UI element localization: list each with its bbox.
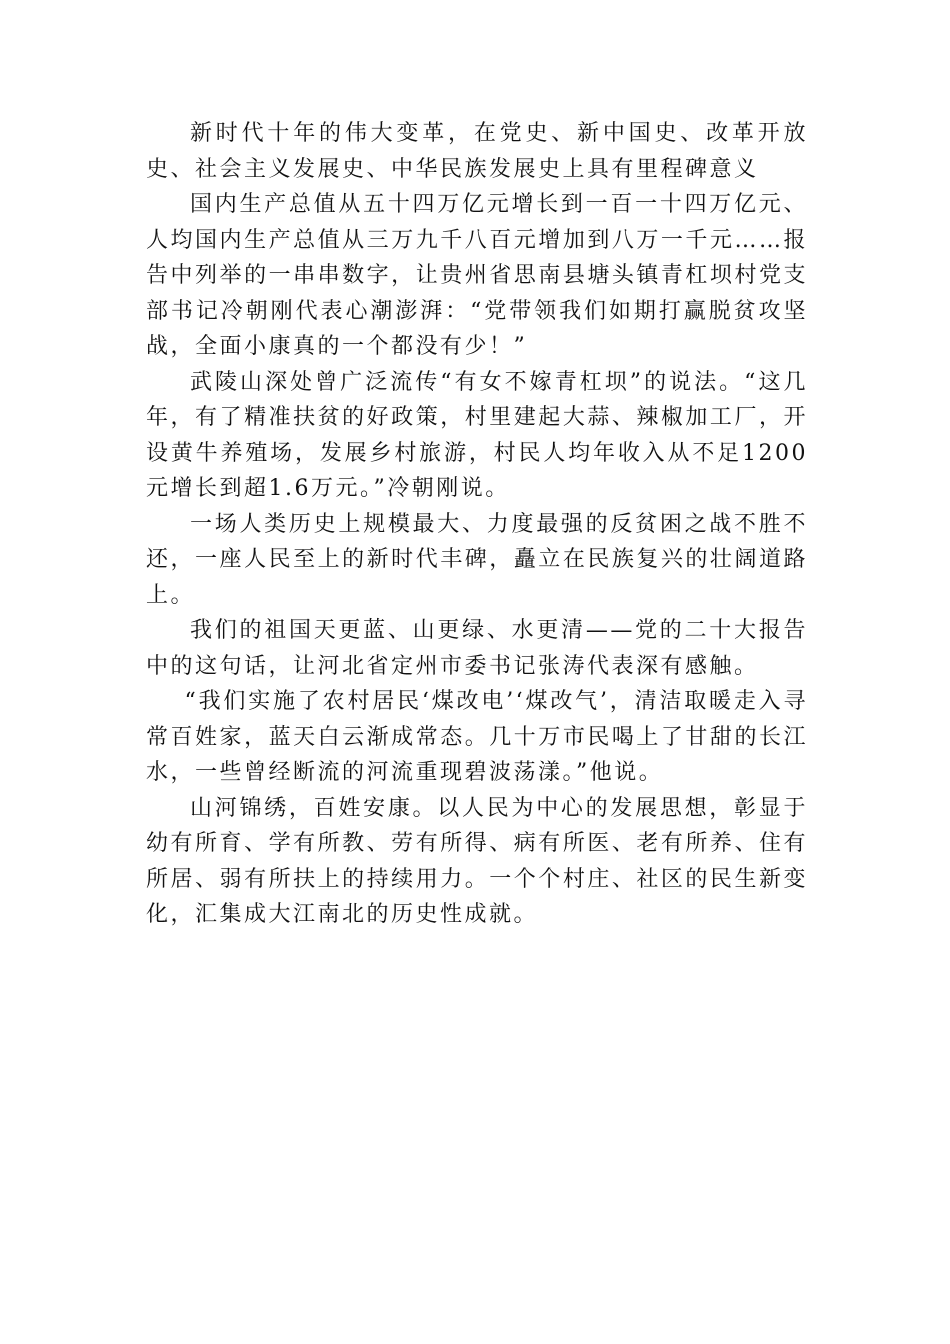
paragraph-5: 我们的祖国天更蓝、山更绿、水更清——党的二十大报告中的这句话，让河北省定州市委书记张涛代表深有感触。 bbox=[146, 618, 808, 679]
document-body bbox=[146, 116, 808, 933]
paragraph-6: “我们实施了农村居民‘煤改电’‘煤改气’，清洁取暖走入寻常百姓家，蓝天白云渐成常态。几十万市民喝上了甘甜的长江水，一些曾经断流的河流重现碧波荡漾。”他说。 bbox=[146, 689, 808, 785]
paragraph-4: 一场人类历史上规模最大、力度最强的反贫困之战不胜不还，一座人民至上的新时代丰碑，矗立在民族复兴的壮阔道路上。 bbox=[146, 511, 808, 608]
paragraph-2: 国内生产总值从五十四万亿元增长到一百一十四万亿元、人均国内生产总值从三万九千八百元增加到八万一千元……报告中列举的一串串数字，让贵州省思南县塘头镇青杠坝村党支部书记冷朝刚代表心潮澎湃：“党带领我们如期打赢脱贫攻坚战，全面小康真的一个都没有少！” bbox=[146, 192, 808, 359]
paragraph-3: 武陵山深处曾广泛流传“有女不嫁青杠坝”的说法。“这几年，有了精准扶贫的好政策，村里建起大蒜、辣椒加工厂，开设黄牛养殖场，发展乡村旅游，村民人均年收入从不足1200元增长到超1.6万元。”冷朝刚说。 bbox=[146, 369, 808, 501]
paragraph-7: 山河锦绣，百姓安康。以人民为中心的发展思想，彰显于幼有所育、学有所教、劳有所得、病有所医、老有所养、住有所居、弱有所扶上的持续用力。一个个村庄、社区的民生新变化，汇集成大江南北的历史性成就。 bbox=[146, 795, 808, 927]
paragraph-1: 新时代十年的伟大变革，在党史、新中国史、改革开放史、社会主义发展史、中华民族发展史上具有里程碑意义 bbox=[146, 121, 808, 182]
